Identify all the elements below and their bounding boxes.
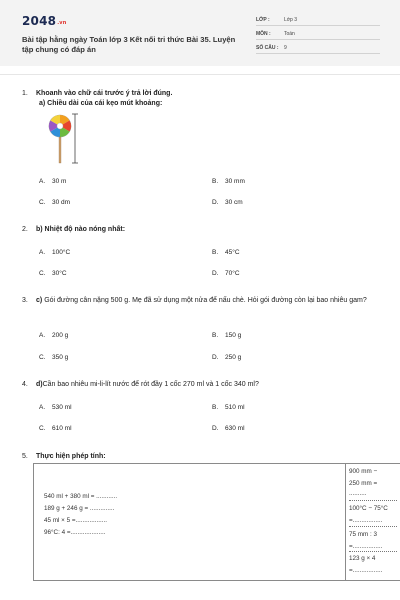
page-title: Bài tập hằng ngày Toán lớp 3 Kết nối tri thức Bài 35. Luyện tập chung có đáp án [22, 35, 236, 54]
option-a[interactable] [39, 177, 66, 186]
option-letter: B. [212, 332, 219, 339]
calc-expression[interactable]: 900 mm − [349, 468, 378, 475]
option-d[interactable] [212, 198, 243, 207]
option-b[interactable] [212, 403, 245, 412]
question-text: Gói đường cân nặng 500 g. Mẹ đã sử dụng một nửa để nấu chè. Hỏi gói đường còn lại bao nhiêu gam? [44, 297, 367, 304]
meta-key: LỚP : [256, 17, 270, 23]
question-5-title [22, 452, 106, 462]
question-text: b) Nhiệt độ nào nóng nhất: [36, 226, 126, 233]
meta-key: SỐ CÂU : [256, 45, 279, 51]
calc-expression[interactable]: 45 ml × 5 =.................. [44, 517, 107, 524]
question-number: 4. [22, 381, 28, 388]
meta-key: MÔN : [256, 31, 271, 37]
option-letter: A. [39, 332, 46, 339]
option-letter: B. [212, 404, 219, 411]
option-text: 30 cm [225, 199, 243, 206]
question-2-title [22, 225, 125, 235]
option-text: 350 g [52, 354, 69, 361]
option-letter: C. [39, 199, 46, 206]
question-3-title [22, 295, 382, 306]
meta-value: Lớp 3 [284, 17, 298, 23]
calc-expression[interactable]: =................. [349, 567, 383, 574]
option-b[interactable] [212, 248, 240, 257]
option-text: 30 mm [225, 178, 245, 185]
lollipop-image [48, 112, 82, 168]
option-text: 530 ml [52, 404, 72, 411]
option-text: 30°C [52, 270, 67, 277]
option-a[interactable] [39, 331, 68, 340]
option-a[interactable] [39, 248, 70, 257]
calc-expression[interactable]: 75 mm : 3 [349, 531, 377, 538]
option-c[interactable] [39, 424, 72, 433]
option-text: 510 ml [225, 404, 245, 411]
calculation-box [33, 463, 346, 581]
meta-row-count [256, 42, 380, 54]
question-1-sub: a) Chiều dài của cái kẹo mút khoảng: [39, 100, 163, 107]
calc-expression[interactable]: 189 g + 246 g = .............. [44, 505, 115, 512]
option-letter: A. [39, 404, 46, 411]
calc-expression[interactable]: =................. [349, 517, 383, 524]
question-text: Cần bao nhiêu mi-li-lít nước để rót đầy 1 cốc 270 ml và 1 cốc 340 ml? [42, 381, 259, 388]
meta-row-subject [256, 28, 380, 40]
option-text: 250 g [225, 354, 242, 361]
calc-expression[interactable]: 123 g × 4 [349, 555, 376, 562]
option-d[interactable] [212, 353, 241, 362]
calculation-side-column [346, 463, 400, 581]
question-number: 3. [22, 297, 28, 304]
meta-row-class [256, 14, 380, 26]
option-letter: D. [212, 270, 219, 277]
option-letter: D. [212, 425, 219, 432]
question-4-title [22, 379, 382, 390]
calc-expression[interactable]: 96°C: 4 =.................... [44, 529, 106, 536]
option-text: 200 g [52, 332, 69, 339]
side-separator [349, 500, 397, 501]
option-text: 70°C [225, 270, 240, 277]
calc-expression[interactable]: .......... [349, 490, 367, 497]
calc-expression[interactable]: 540 ml + 380 ml = ............ [44, 493, 118, 500]
option-letter: A. [39, 178, 46, 185]
option-letter: C. [39, 425, 46, 432]
option-letter: B. [212, 249, 219, 256]
question-number: 5. [22, 453, 28, 460]
question-text: Khoanh vào chữ cái trước ý trả lời đúng. [36, 90, 173, 97]
calc-expression[interactable]: 250 mm = [349, 480, 378, 487]
meta-value: 9 [284, 45, 287, 51]
page-header [0, 0, 400, 66]
option-c[interactable] [39, 198, 70, 207]
option-d[interactable] [212, 424, 245, 433]
option-text: 30 m [52, 178, 67, 185]
option-c[interactable] [39, 269, 67, 278]
option-a[interactable] [39, 403, 72, 412]
side-separator [349, 551, 397, 552]
option-c[interactable] [39, 353, 68, 362]
header-divider [0, 74, 400, 75]
question-label: d) [36, 381, 43, 388]
logo-main: 2048 [22, 14, 57, 28]
option-d[interactable] [212, 269, 240, 278]
option-text: 30 dm [52, 199, 71, 206]
option-letter: D. [212, 354, 219, 361]
option-b[interactable] [212, 177, 245, 186]
meta-value: Toán [284, 31, 295, 37]
site-logo[interactable] [22, 14, 67, 28]
option-text: 45°C [225, 249, 240, 256]
question-1-title [22, 89, 172, 99]
option-text: 100°C [52, 249, 71, 256]
question-number: 1. [22, 90, 28, 97]
option-letter: C. [39, 270, 46, 277]
side-separator [349, 526, 397, 527]
option-text: 150 g [225, 332, 242, 339]
option-letter: C. [39, 354, 46, 361]
question-text: Thực hiện phép tính: [36, 453, 106, 460]
question-number: 2. [22, 226, 28, 233]
calc-expression[interactable]: 100°C − 75°C [349, 505, 388, 512]
option-b[interactable] [212, 331, 241, 340]
option-letter: B. [212, 178, 219, 185]
option-letter: D. [212, 199, 219, 206]
question-label: c) [36, 297, 43, 304]
option-text: 610 ml [52, 425, 72, 432]
logo-tld: .vn [57, 20, 67, 26]
option-letter: A. [39, 249, 46, 256]
option-text: 630 ml [225, 425, 245, 432]
calc-expression[interactable]: =................. [349, 543, 383, 550]
